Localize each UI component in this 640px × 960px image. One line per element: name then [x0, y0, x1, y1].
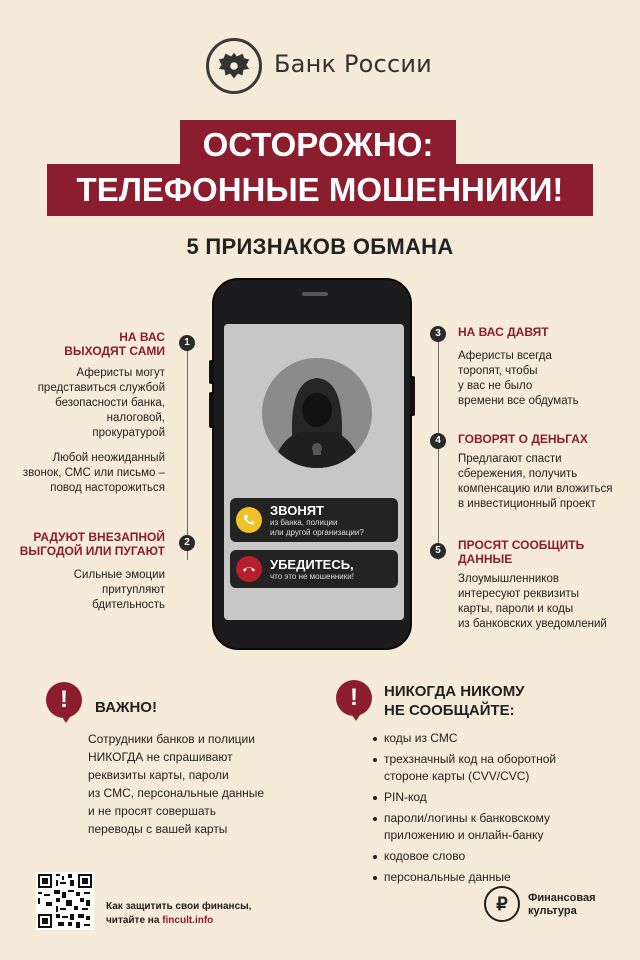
sign-title: НА ВАС ДАВЯТ [458, 325, 549, 339]
fincult-brand-line: культура [528, 905, 577, 917]
title-line-2: ТЕЛЕФОННЫЕ МОШЕННИКИ! [47, 164, 593, 216]
subtitle: 5 ПРИЗНАКОВ ОБМАНА [186, 234, 454, 259]
important-text [88, 730, 264, 838]
sign-text: Аферисты могут [76, 367, 165, 379]
sign-text: интересуют реквизиты [458, 588, 580, 600]
list-item: кодовое слово [372, 848, 556, 865]
phone-speaker [302, 292, 328, 296]
sign-text: Аферисты всегда [458, 350, 552, 362]
sign-text: Предлагают спасти [458, 453, 562, 465]
sign-title: РАДУЮТ ВНЕЗАПНОЙ [33, 530, 165, 544]
phone-icon [236, 507, 262, 533]
sign-text: у вас не было [458, 380, 533, 392]
sign-text: времени все обдумать [458, 395, 579, 407]
connector-line [187, 350, 188, 560]
list-item-line: пароли/логины к банковскому [384, 811, 550, 825]
list-item-line: трехзначный код на оборотной [384, 752, 557, 766]
sign-text: звонок, СМС или письмо – [22, 467, 165, 479]
sign-number: 5 [430, 543, 446, 559]
never-title-line: НИКОГДА НИКОМУ [384, 683, 525, 700]
warning-icon: ! [46, 682, 82, 718]
sign-title: НА ВАС [119, 330, 165, 344]
hang-up-icon [236, 556, 262, 582]
sign-4 [458, 432, 638, 512]
call-title: ЗВОНЯТ [270, 502, 324, 518]
verify-call-card [230, 550, 398, 588]
footer-line: Как защитить свои финансы, [106, 901, 252, 912]
phone-side-button [411, 376, 415, 416]
sign-3 [458, 325, 633, 409]
sign-text: повод насторожиться [50, 482, 165, 494]
sign-text: карты, пароли и коды [458, 603, 574, 615]
warning-icon: ! [336, 680, 372, 716]
sign-number: 2 [179, 535, 195, 551]
sign-text: торопят, чтобы [458, 365, 538, 377]
never-title [384, 682, 525, 720]
list-item-line: приложению и онлайн-банку [384, 828, 544, 842]
connector-line [438, 340, 439, 560]
footer-line [106, 914, 251, 928]
sign-title: ВЫГОДОЙ ИЛИ ПУГАЮТ [19, 544, 165, 558]
sign-text: прокуратурой [92, 427, 165, 439]
fincult-brand-line: Финансовая [528, 892, 596, 904]
fincult-brand [528, 892, 596, 918]
sign-2 [0, 530, 165, 613]
sign-number: 1 [179, 335, 195, 351]
call-subtitle: или другой организации? [270, 527, 364, 537]
list-item: коды из СМС [372, 730, 556, 747]
call-title: УБЕДИТЕСЬ, [270, 556, 354, 572]
call-subtitle: что это не мошенники! [270, 571, 354, 581]
sign-text: бдительность [92, 599, 165, 611]
sign-title: ДАННЫЕ [458, 552, 513, 566]
footer-text [106, 900, 251, 928]
sign-5 [458, 538, 638, 632]
title-line-1: ОСТОРОЖНО: [180, 120, 456, 170]
footer-prefix: читайте на [106, 915, 163, 926]
sign-number: 3 [430, 326, 446, 342]
sign-text: притупляют [102, 584, 165, 596]
sign-text: налоговой, [106, 412, 165, 424]
sign-text: Сильные эмоции [73, 569, 165, 581]
phone-side-button [209, 392, 213, 428]
call-subtitle: из банка, полиции [270, 517, 338, 527]
incoming-call-card [230, 498, 398, 542]
qr-code-icon[interactable] [36, 872, 94, 930]
important-line: и не просят совершать [88, 804, 217, 818]
hooded-caller-avatar [262, 358, 372, 468]
list-item: PIN-код [372, 789, 556, 806]
sign-text: компенсацию или вложиться [458, 483, 613, 495]
sign-text: Любой неожиданный [52, 452, 165, 464]
sign-title: ВЫХОДЯТ САМИ [64, 344, 165, 358]
phone-side-button [209, 360, 213, 384]
phone-screen [224, 324, 404, 620]
never-list [372, 730, 556, 890]
double-headed-eagle-icon [215, 47, 253, 85]
phone-illustration [212, 278, 412, 650]
list-item [372, 810, 556, 844]
important-line: из СМС, персональные данные [88, 786, 265, 800]
sign-text: безопасности банка, [55, 397, 165, 409]
sign-title: ГОВОРЯТ О ДЕНЬГАХ [458, 432, 588, 446]
important-line: реквизиты карты, пароли [88, 768, 229, 782]
ruble-icon: ₽ [484, 886, 520, 922]
important-line: переводы с вашей карты [88, 822, 228, 836]
never-title-line: НЕ СООБЩАЙТЕ: [384, 702, 515, 719]
important-line: НИКОГДА не спрашивают [88, 750, 233, 764]
sign-text: представиться службой [37, 382, 165, 394]
fincult-link[interactable]: fincult.info [162, 915, 214, 926]
bank-name: Банк России [274, 50, 432, 78]
list-item [372, 751, 556, 785]
sign-1 [15, 330, 165, 496]
sign-text: в инвестиционный проект [458, 498, 596, 510]
sign-text: сбережения, получить [458, 468, 578, 480]
sign-title: ПРОСЯТ СООБЩИТЬ [458, 538, 585, 552]
sign-number: 4 [430, 433, 446, 449]
sign-text: Злоумышленников [458, 573, 559, 585]
important-line: Сотрудники банков и полиции [88, 732, 255, 746]
hacker-icon [262, 358, 372, 468]
important-title: ВАЖНО! [95, 699, 157, 716]
bank-logo [206, 38, 262, 94]
list-item-line: стороне карты (CVV/CVC) [384, 769, 530, 783]
list-item: персональные данные [372, 869, 556, 886]
sign-text: из банковских уведомлений [458, 618, 607, 630]
